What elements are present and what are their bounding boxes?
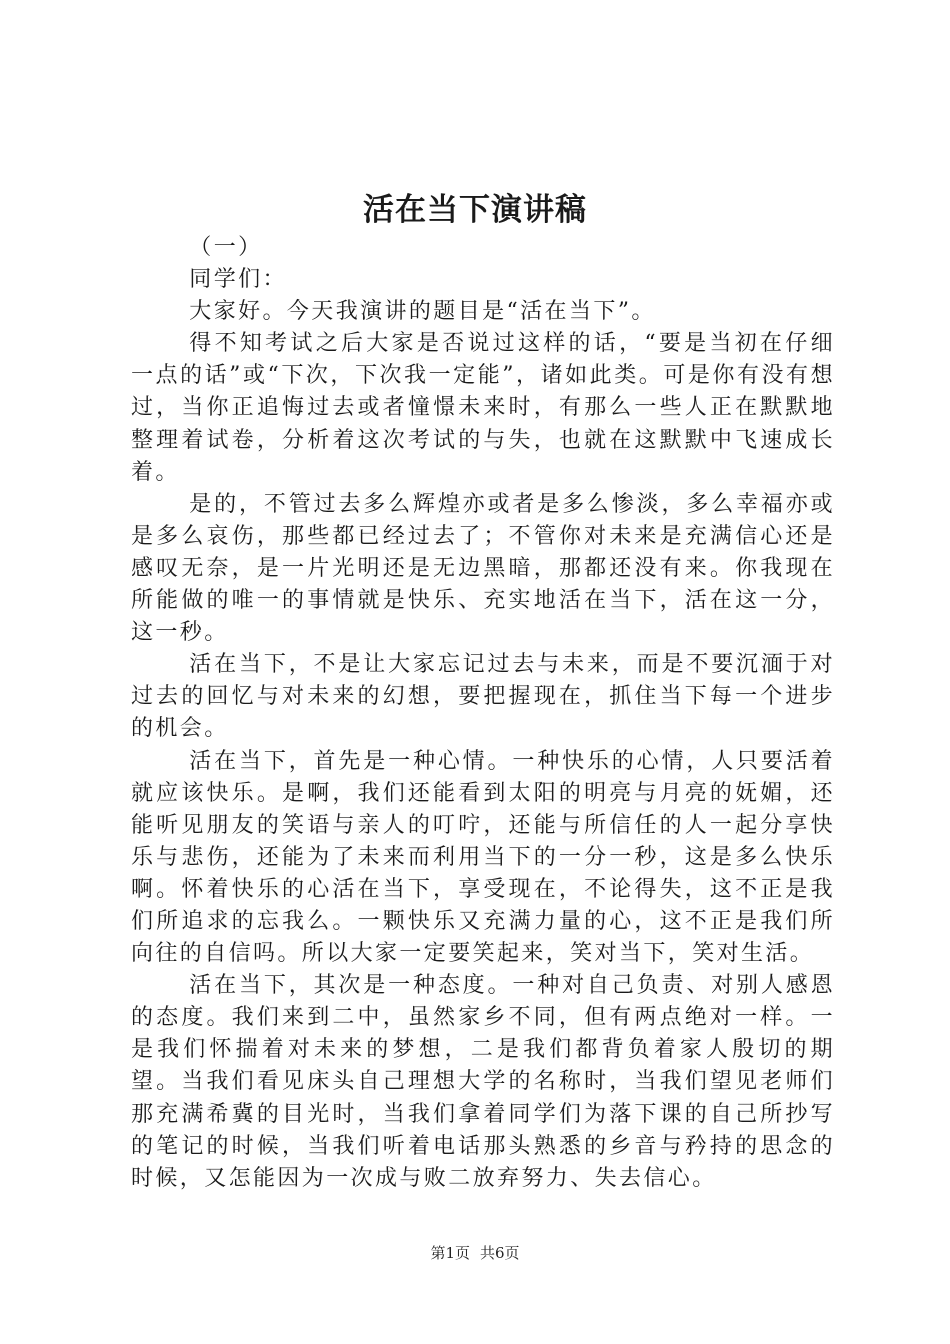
paragraph: 得不知考试之后大家是否说过这样的话，“要是当初在仔细一点的话”或“下次，下次我一定能”，诸如此类。可是你有没有想过，当你正追悔过去或者憧憬未来时，有那么一些人正在默默地整理着试卷，分析着这次考试的与失，也就在这默默中飞速成长着。: [131, 331, 835, 485]
document-body: [131, 232, 835, 1195]
page-number: 第1页: [430, 1244, 470, 1262]
paragraph: 是的，不管过去多么辉煌亦或者是多么惨淡，多么幸福亦或是多么哀伤，那些都已经过去了；不管你对未来是充满信心还是感叹无奈，是一片光明还是无边黑暗，那都还没有来。你我现在所能做的唯一的事情就是快乐、充实地活在当下，活在这一分，这一秒。: [131, 491, 835, 646]
page-footer: [0, 1243, 950, 1263]
paragraph: 同学们：: [189, 267, 287, 293]
paragraph: 活在当下，其次是一种态度。一种对自己负责、对别人感恩的态度。我们来到二中，虽然家乡不同，但有两点绝对一样。一是我们怀揣着对未来的梦想，二是我们都背负着家人殷切的期望。当我们看见床头自己理想大学的名称时，当我们望见老师们那充满希冀的目光时，当我们拿着同学们为落下课的自己所抄写的笔记的时候，当我们听着电话那头熟悉的乡音与矜持的思念的时候，又怎能因为一次成与败二放弃努力、失去信心。: [131, 973, 835, 1191]
paragraph: 大家好。今天我演讲的题目是“活在当下”。: [189, 299, 656, 325]
page-total: 共6页: [480, 1244, 520, 1262]
paragraph: 活在当下，首先是一种心情。一种快乐的心情，人只要活着就应该快乐。是啊，我们还能看到太阳的明亮与月亮的妩媚，还能听见朋友的笑语与亲人的叮咛，还能与所信任的人一起分享快乐与悲伤，还能为了未来而利用当下的一分一秒，这是多么快乐啊。怀着快乐的心活在当下，享受现在，不论得失，这不正是我们所追求的忘我么。一颗快乐又充满力量的心，这不正是我们所向往的自信吗。所以大家一定要笑起来，笑对当下，笑对生活。: [131, 748, 835, 967]
paragraph: （一）: [189, 235, 263, 260]
paragraph: 活在当下，不是让大家忘记过去与未来，而是不要沉湎于对过去的回忆与对未来的幻想，要把握现在，抓住当下每一个进步的机会。: [131, 652, 835, 742]
document-title: 活在当下演讲稿: [363, 192, 587, 228]
